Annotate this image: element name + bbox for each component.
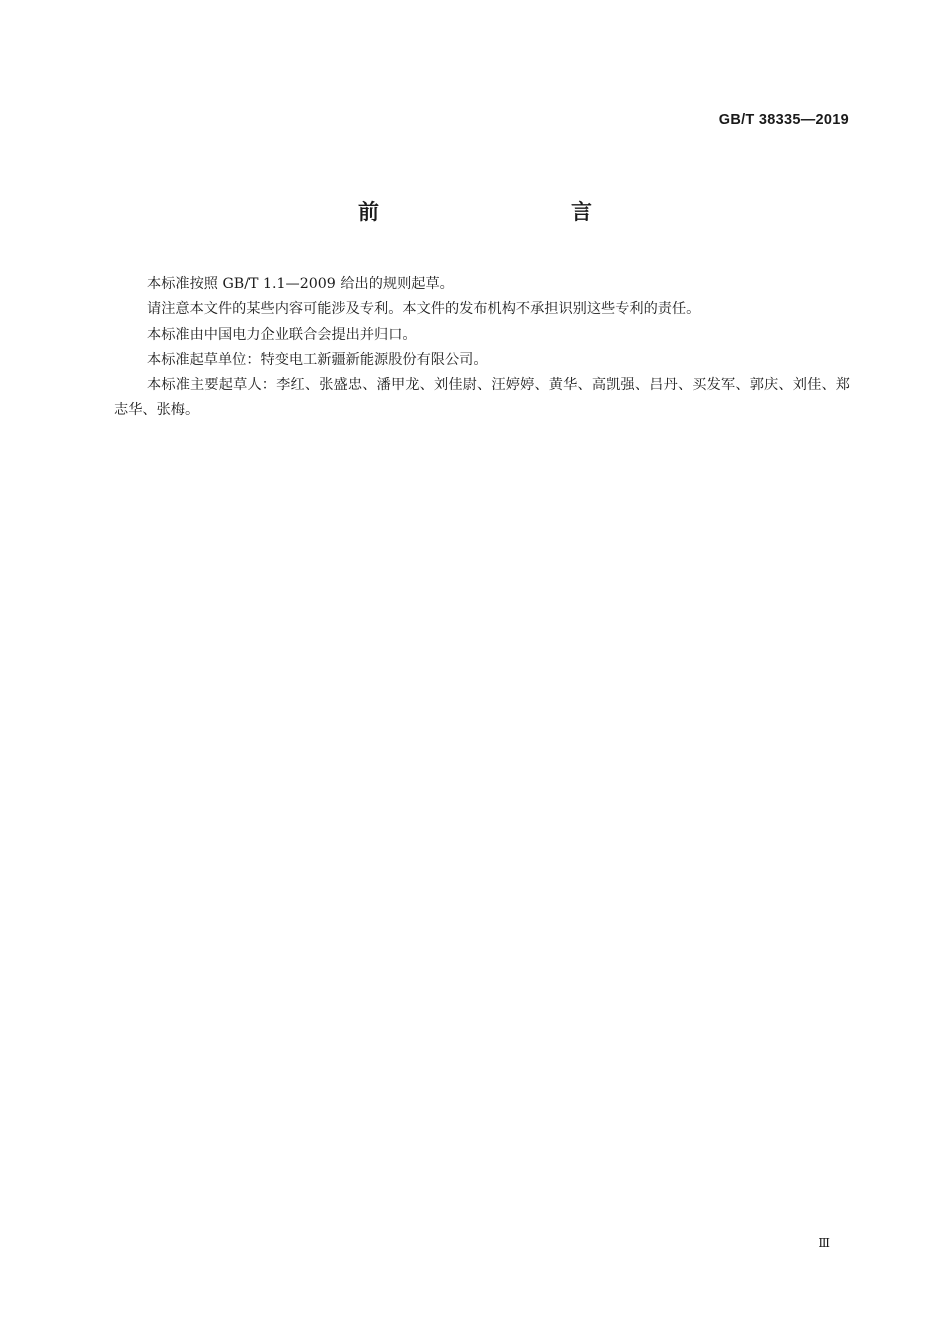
paragraph-drafting-rules: 本标准按照 GB/T 1.1—2009 给出的规则起草。 bbox=[147, 276, 454, 292]
page-number: Ⅲ bbox=[818, 1236, 830, 1250]
paragraph-drafters: 本标准主要起草人：李红、张盛忠、潘甲龙、刘佳尉、汪婷婷、黄华、高凯强、吕丹、买发军、郭庆、刘佳、郑志华、张梅。 bbox=[114, 377, 850, 419]
page-header: GB/T 38335—2019 bbox=[718, 112, 849, 128]
paragraph-proposer: 本标准由中国电力企业联合会提出并归口。 bbox=[147, 326, 417, 343]
paragraph-drafting-organization: 本标准起草单位：特变电工新疆新能源股份有限公司。 bbox=[147, 351, 488, 368]
page-title: 前 言 bbox=[358, 200, 642, 224]
foreword-body bbox=[114, 272, 850, 424]
paragraph-patent-notice: 请注意本文件的某些内容可能涉及专利。本文件的发布机构不承担识别这些专利的责任。 bbox=[147, 301, 701, 318]
